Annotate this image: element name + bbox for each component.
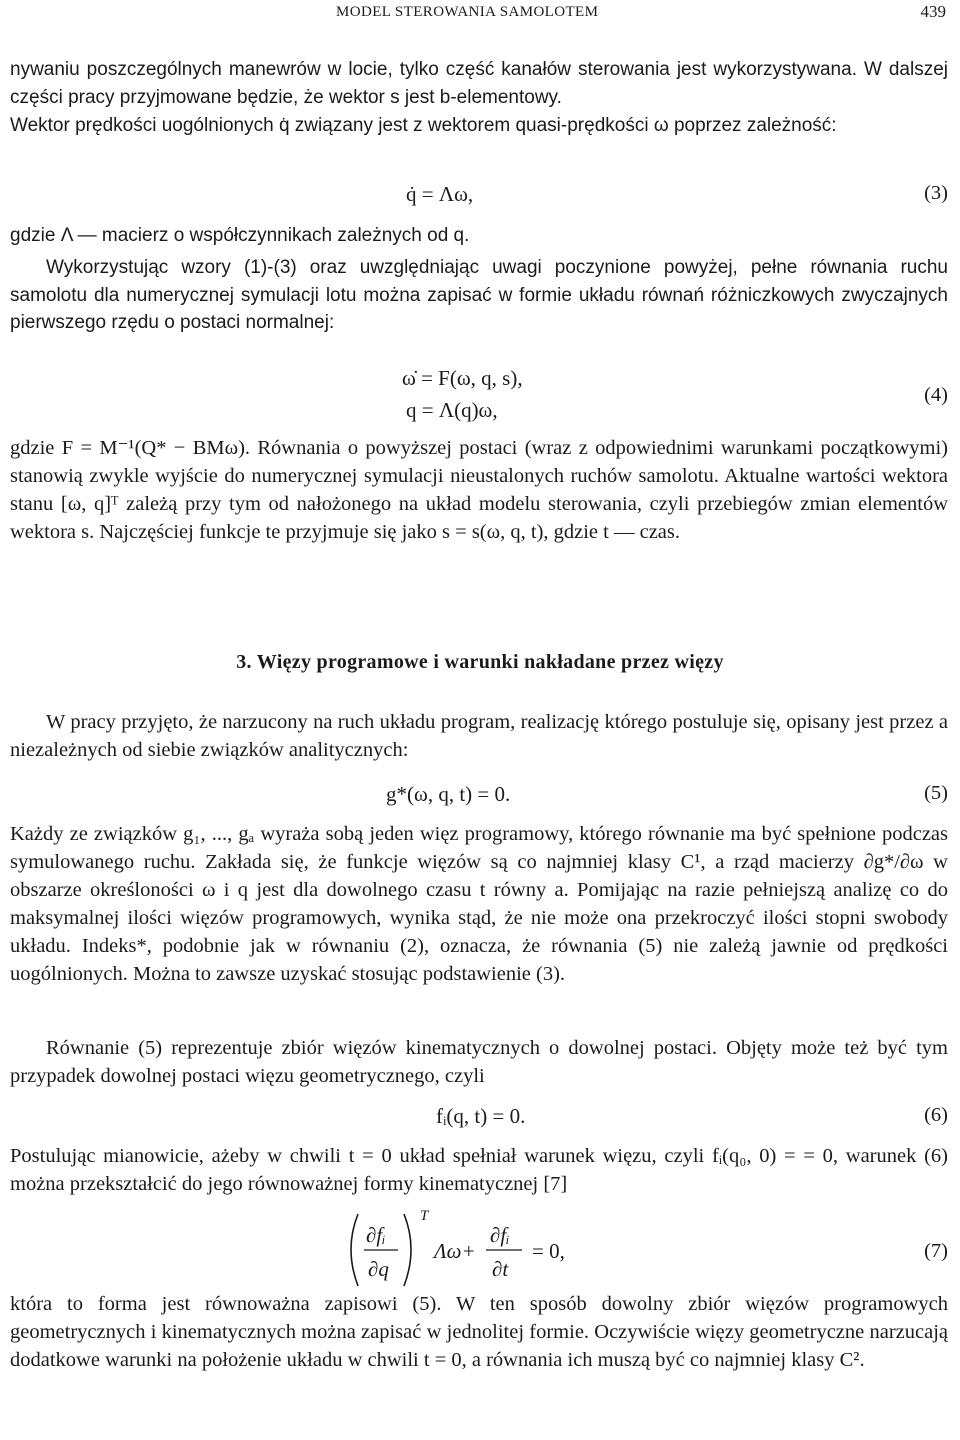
page-header — [0, 0, 960, 26]
paragraph-5: gdzie F = M⁻¹(Q* − BMω). Równania o powyższej postaci (wraz z odpowiednimi warunkami początkowymi) stanowią zwykle wyjście do numerycznej symulacji nieustalonych ruchów samolotu. Aktualne wartości wektora stanu [ω, q]ᵀ zależą przy tym od nałożonego na układ modelu sterowania, czyli przebiegów zmian elementów wektora s. Najczęściej funkcje te przyjmuje się jako s = s(ω, q, t), gdzie t — czas. — [10, 437, 948, 543]
paragraph-4: Wykorzystując wzory (1)-(3) oraz uwzględniając uwagi poczynione powyżej, pełne równania ruchu samolotu dla numerycznej symulacji lotu można zapisać w formie układu równań różniczkowych zwyczajnych pierwszego rzędu o postaci normalnej: — [10, 257, 948, 333]
paragraph-2: Wektor prędkości uogólnionych q̇ związany jest z wektorem quasi-prędkości ω poprzez zależność: — [10, 115, 837, 136]
equation-7 — [340, 1204, 640, 1294]
eq7-tail: = 0, — [532, 1239, 565, 1263]
eq7-superscript: T — [420, 1208, 429, 1224]
eq7-den-left: ∂q — [368, 1257, 389, 1281]
paragraph-7: Każdy ze związków g₁, ..., gₐ wyraża sobą jeden więz programowy, którego równanie ma być spełnione podczas symulowanego ruchu. Zakłada się, że funkcje więzów są co najmniej klasy C¹, a rząd macierzy ∂g*/∂ω w obszarze określoności ω i q jest dla dowolnego czasu t równy a. Pomijając na razie pełniejszą analizę co do maksymalnej ilości więzów programowych, wynika stąd, że nie może ona przekroczyć ilości stopni swobody układu. Indeks*, podobnie jak w równaniu (2), oznacza, że równania (5) nie zależą jawnie od prędkości uogólnionych. Można to zawsze uzyskać stosując podstawienie (3). — [10, 823, 948, 985]
paragraph-8: Równanie (5) reprezentuje zbiór więzów kinematycznych o dowolnej postaci. Objęty może też być tym przypadek dowolnej postaci więzu geometrycznego, czyli — [10, 1037, 948, 1087]
eq7-middle: Λω+ — [434, 1239, 476, 1263]
paragraph-3: gdzie Λ — macierz o współczynnikach zależnych od q. — [10, 225, 470, 246]
equation-6-number: (6) — [924, 1104, 948, 1126]
paragraph-6: W pracy przyjęto, że narzucony na ruch układu program, realizację którego postuluje się, opisany jest przez a niezależnych od siebie związków analitycznych: — [10, 711, 948, 761]
equation-3: q̇ = Λω, — [406, 182, 474, 206]
paragraph-1: nywaniu poszczególnych manewrów w locie, tylko część kanałów sterowania jest wykorzystywana. W dalszej części pracy przyjmowane będzie, że wektor s jest b-elementowy. — [10, 59, 948, 108]
equation-4-number: (4) — [924, 384, 948, 406]
equation-6: fᵢ(q, t) = 0. — [436, 1104, 526, 1128]
eq7-num-left: ∂fᵢ — [366, 1223, 386, 1247]
running-title: MODEL STEROWANIA SAMOLOTEM — [336, 4, 599, 20]
equation-7-number: (7) — [924, 1240, 948, 1262]
equation-4-line-2: q = Λ(q)ω, — [406, 398, 498, 422]
right-paren — [404, 1214, 411, 1286]
eq7-num-right: ∂fᵢ — [490, 1223, 510, 1247]
paragraph-9: Postulując mianowicie, ażeby w chwili t = 0 układ spełniał warunek więzu, czyli fᵢ(q₀, 0) = = 0, warunek (6) można przekształcić do jego równoważnej formy kinematycznej [7] — [10, 1145, 948, 1195]
equation-3-number: (3) — [924, 182, 948, 204]
equation-5: g*(ω, q, t) = 0. — [386, 782, 511, 806]
paragraph-10: która to forma jest równoważna zapisowi (5). W ten sposób dowolny zbiór więzów programowych geometrycznych i kinematycznych można zapisać w jednolitej formie. Oczywiście więzy geometryczne narzucają dodatkowe warunki na położenie układu w chwili t = 0, a równania ich muszą być co najmniej klasy C². — [10, 1293, 948, 1371]
page-number: 439 — [920, 2, 946, 21]
section-title: 3. Więzy programowe i warunki nakładane przez więzy — [236, 651, 724, 673]
equation-5-number: (5) — [924, 782, 948, 804]
eq7-den-right: ∂t — [492, 1257, 509, 1281]
equation-4-line-1: ω̇ = F(ω, q, s), — [402, 366, 523, 390]
left-paren — [351, 1214, 358, 1286]
